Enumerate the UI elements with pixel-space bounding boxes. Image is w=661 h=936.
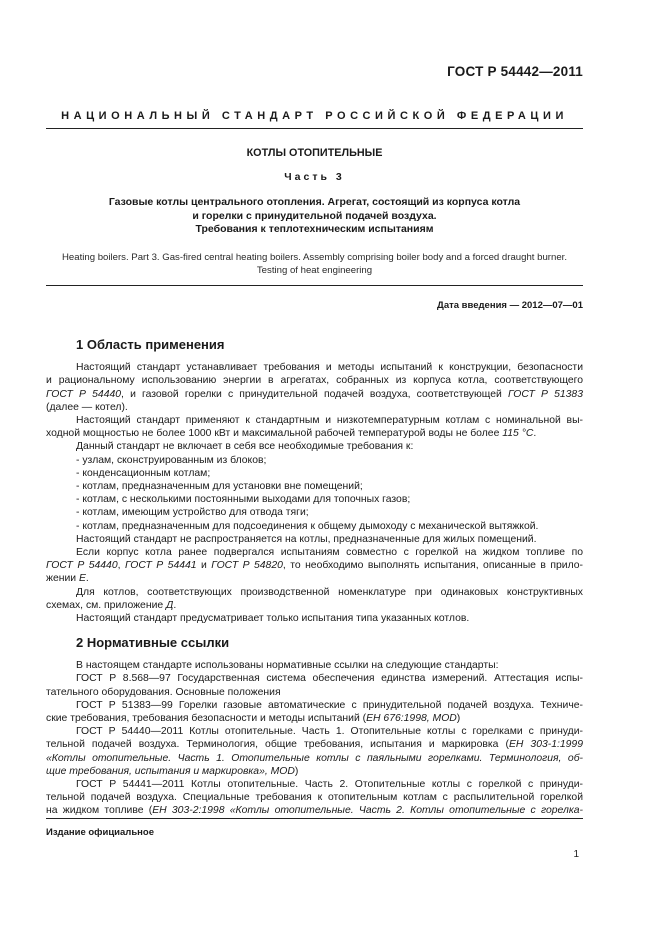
national-standard-banner: НАЦИОНАЛЬНЫЙ СТАНДАРТ РОССИЙСКОЙ ФЕДЕРАЦИИ — [61, 110, 568, 122]
paragraph-line — [46, 427, 583, 440]
standard-reference: щие требования, испытания и маркировка», MOD — [46, 765, 295, 777]
reference-line — [46, 765, 583, 778]
reference-line: ГОСТ Р 54440—2011 Котлы отопительные. Часть 1. Отопительные котлы с горелками с принуди- — [76, 726, 583, 738]
paragraph-line: Для котлов, соответствующих производственной номенклатуре при одинаковых конструктивных — [76, 586, 583, 598]
paragraph-line: Настоящий стандарт применяют к стандартным и низкотемпературным котлам с номинальной вы- — [76, 415, 583, 427]
paragraph-line — [46, 599, 583, 612]
text-span: тельной подачей воздуха. Терминология, общие требования, испытания и маркировка ( — [46, 739, 509, 751]
reference-line — [46, 752, 583, 765]
english-title-line: Testing of heat engineering — [256, 265, 373, 276]
reference-line: ГОСТ Р 51383—99 Горелки газовые автоматические с принудительной подачей воздуха. Техниче- — [76, 699, 583, 711]
english-title-line: Heating boilers. Part 3. Gas-fired central heating boilers. Assembly comprising boiler body and a forced draught burner. — [61, 252, 567, 263]
appendix-reference: Е — [78, 573, 86, 585]
text-span: схемах, см. приложение — [46, 599, 167, 611]
reference-line — [46, 712, 583, 725]
text-span: . — [533, 428, 537, 440]
subtitle-line: и горелки с принудительной подачей воздуха. — [192, 209, 437, 222]
paragraph-line: Настоящий стандарт устанавливает требования и методы испытаний к конструкции, безопасности — [76, 362, 583, 374]
section-heading: 2 Нормативные ссылки — [76, 635, 230, 650]
text-span: , то необходимо выполнять испытания, описанные в прило- — [282, 560, 583, 572]
text-span: жении — [46, 573, 79, 585]
header-rule — [46, 128, 583, 129]
paragraph-line: Настоящий стандарт предусматривает только испытания типа указанных котлов. — [76, 613, 470, 625]
paragraph-line: Настоящий стандарт не распространяется на котлы, предназначенные для жилых помещений. — [76, 533, 537, 545]
paragraph-line: (далее — котел). — [46, 401, 128, 413]
reference-line: ГОСТ Р 54441—2011 Котлы отопительные. Часть 2. Отопительные котлы с горелкой с принуди- — [76, 779, 583, 791]
document-code: ГОСТ Р 54442—2011 — [447, 64, 583, 79]
paragraph-line: Если корпус котла ранее подвергался испытаниям совместно с горелкой на жидком топливе по — [76, 547, 583, 559]
reference-line: ГОСТ Р 8.568—97 Государственная система обеспечения единства измерений. Аттестация испы- — [76, 673, 583, 685]
text-span: , и газовой горелки с принудительной подачей воздуха, соответствующей — [121, 388, 508, 400]
list-item: - котлам, предназначенным для подсоединения к общему дымоходу с механической вытяжкой. — [76, 520, 539, 532]
standard-reference: ЕН 676:1998, MOD — [366, 713, 457, 725]
reference-line: тательного оборудования. Основные положения — [46, 686, 281, 698]
temperature-value: 115 °С — [502, 428, 534, 440]
paragraph-line: Данный стандарт не включает в себя все необходимые требования к: — [76, 441, 414, 453]
standard-reference: «Котлы отопительные. Часть 1. Отопительные котлы с паяльными горелками. Терминология, об- — [46, 752, 583, 764]
standard-reference: ЕН 303-2:1998 «Котлы отопительные. Часть 2. Котлы отопительные с горелка- — [152, 805, 583, 817]
paragraph-line — [46, 388, 583, 401]
paragraph-line: В настоящем стандарте использованы нормативные ссылки на следующие стандарты: — [76, 660, 499, 672]
standard-reference: ГОСТ Р 54440 — [46, 560, 118, 572]
text-span: и — [196, 560, 212, 572]
standard-reference: ГОСТ Р 54440 — [46, 388, 122, 400]
paragraph-line — [46, 572, 583, 585]
title-rule — [46, 285, 583, 286]
section-heading: 1 Область применения — [76, 337, 225, 352]
list-item: - узлам, сконструированным из блоков; — [76, 454, 267, 466]
subtitle-line: Газовые котлы центрального отопления. Агрегат, состоящий из корпуса котла — [108, 196, 521, 208]
reference-line — [46, 804, 583, 817]
text-span: ) — [294, 765, 299, 777]
text-span: . — [85, 573, 89, 585]
footer-rule — [46, 818, 583, 819]
standard-subtitle — [46, 196, 583, 237]
list-item: - котлам, с несколькими постоянными выходами для топочных газов; — [76, 494, 411, 506]
reference-line: тельной подачей воздуха. Специальные требования к отопительным котлам с распылительной горелкой — [46, 792, 583, 804]
introduction-date: Дата введения — 2012—07—01 — [437, 300, 583, 311]
standard-title: КОТЛЫ ОТОПИТЕЛЬНЫЕ — [246, 147, 383, 159]
section-normative-references — [46, 636, 583, 818]
reference-line — [46, 738, 583, 751]
list-item: - котлам, предназначенным для установки вне помещений; — [76, 481, 363, 493]
text-span: на жидком топливе ( — [46, 805, 153, 817]
section-scope — [46, 338, 583, 625]
list-item: - конденсационным котлам; — [76, 467, 211, 479]
text-span: ) — [456, 713, 461, 725]
appendix-reference: Д — [166, 599, 174, 611]
english-title — [46, 251, 583, 277]
standard-reference: ЕН 303-1:1999 — [508, 739, 583, 751]
part-label: Часть 3 — [284, 171, 345, 183]
official-edition-note: Издание официальное — [46, 827, 154, 838]
text-span: , — [117, 560, 125, 572]
text-span: ходной мощностью не более 1000 кВт и максимальной рабочей температурой воды не более — [46, 428, 503, 440]
subtitle-line: Требования к теплотехническим испытаниям — [195, 223, 434, 235]
text-span: . — [173, 599, 177, 611]
standard-reference: ГОСТ Р 54441 — [124, 560, 197, 572]
text-span: ские требования, требования безопасности и методы испытаний ( — [46, 713, 367, 725]
page-number: 1 — [573, 849, 579, 860]
list-item: - котлам, имеющим устройство для отвода тяги; — [76, 507, 309, 519]
standard-reference: ГОСТ Р 54820 — [211, 560, 283, 572]
paragraph-line: и рациональному использованию энергии в агрегатах, собранных из корпуса котла, соответствующего — [46, 375, 583, 387]
standard-reference: ГОСТ Р 51383 — [507, 388, 583, 400]
paragraph-line — [46, 559, 583, 572]
